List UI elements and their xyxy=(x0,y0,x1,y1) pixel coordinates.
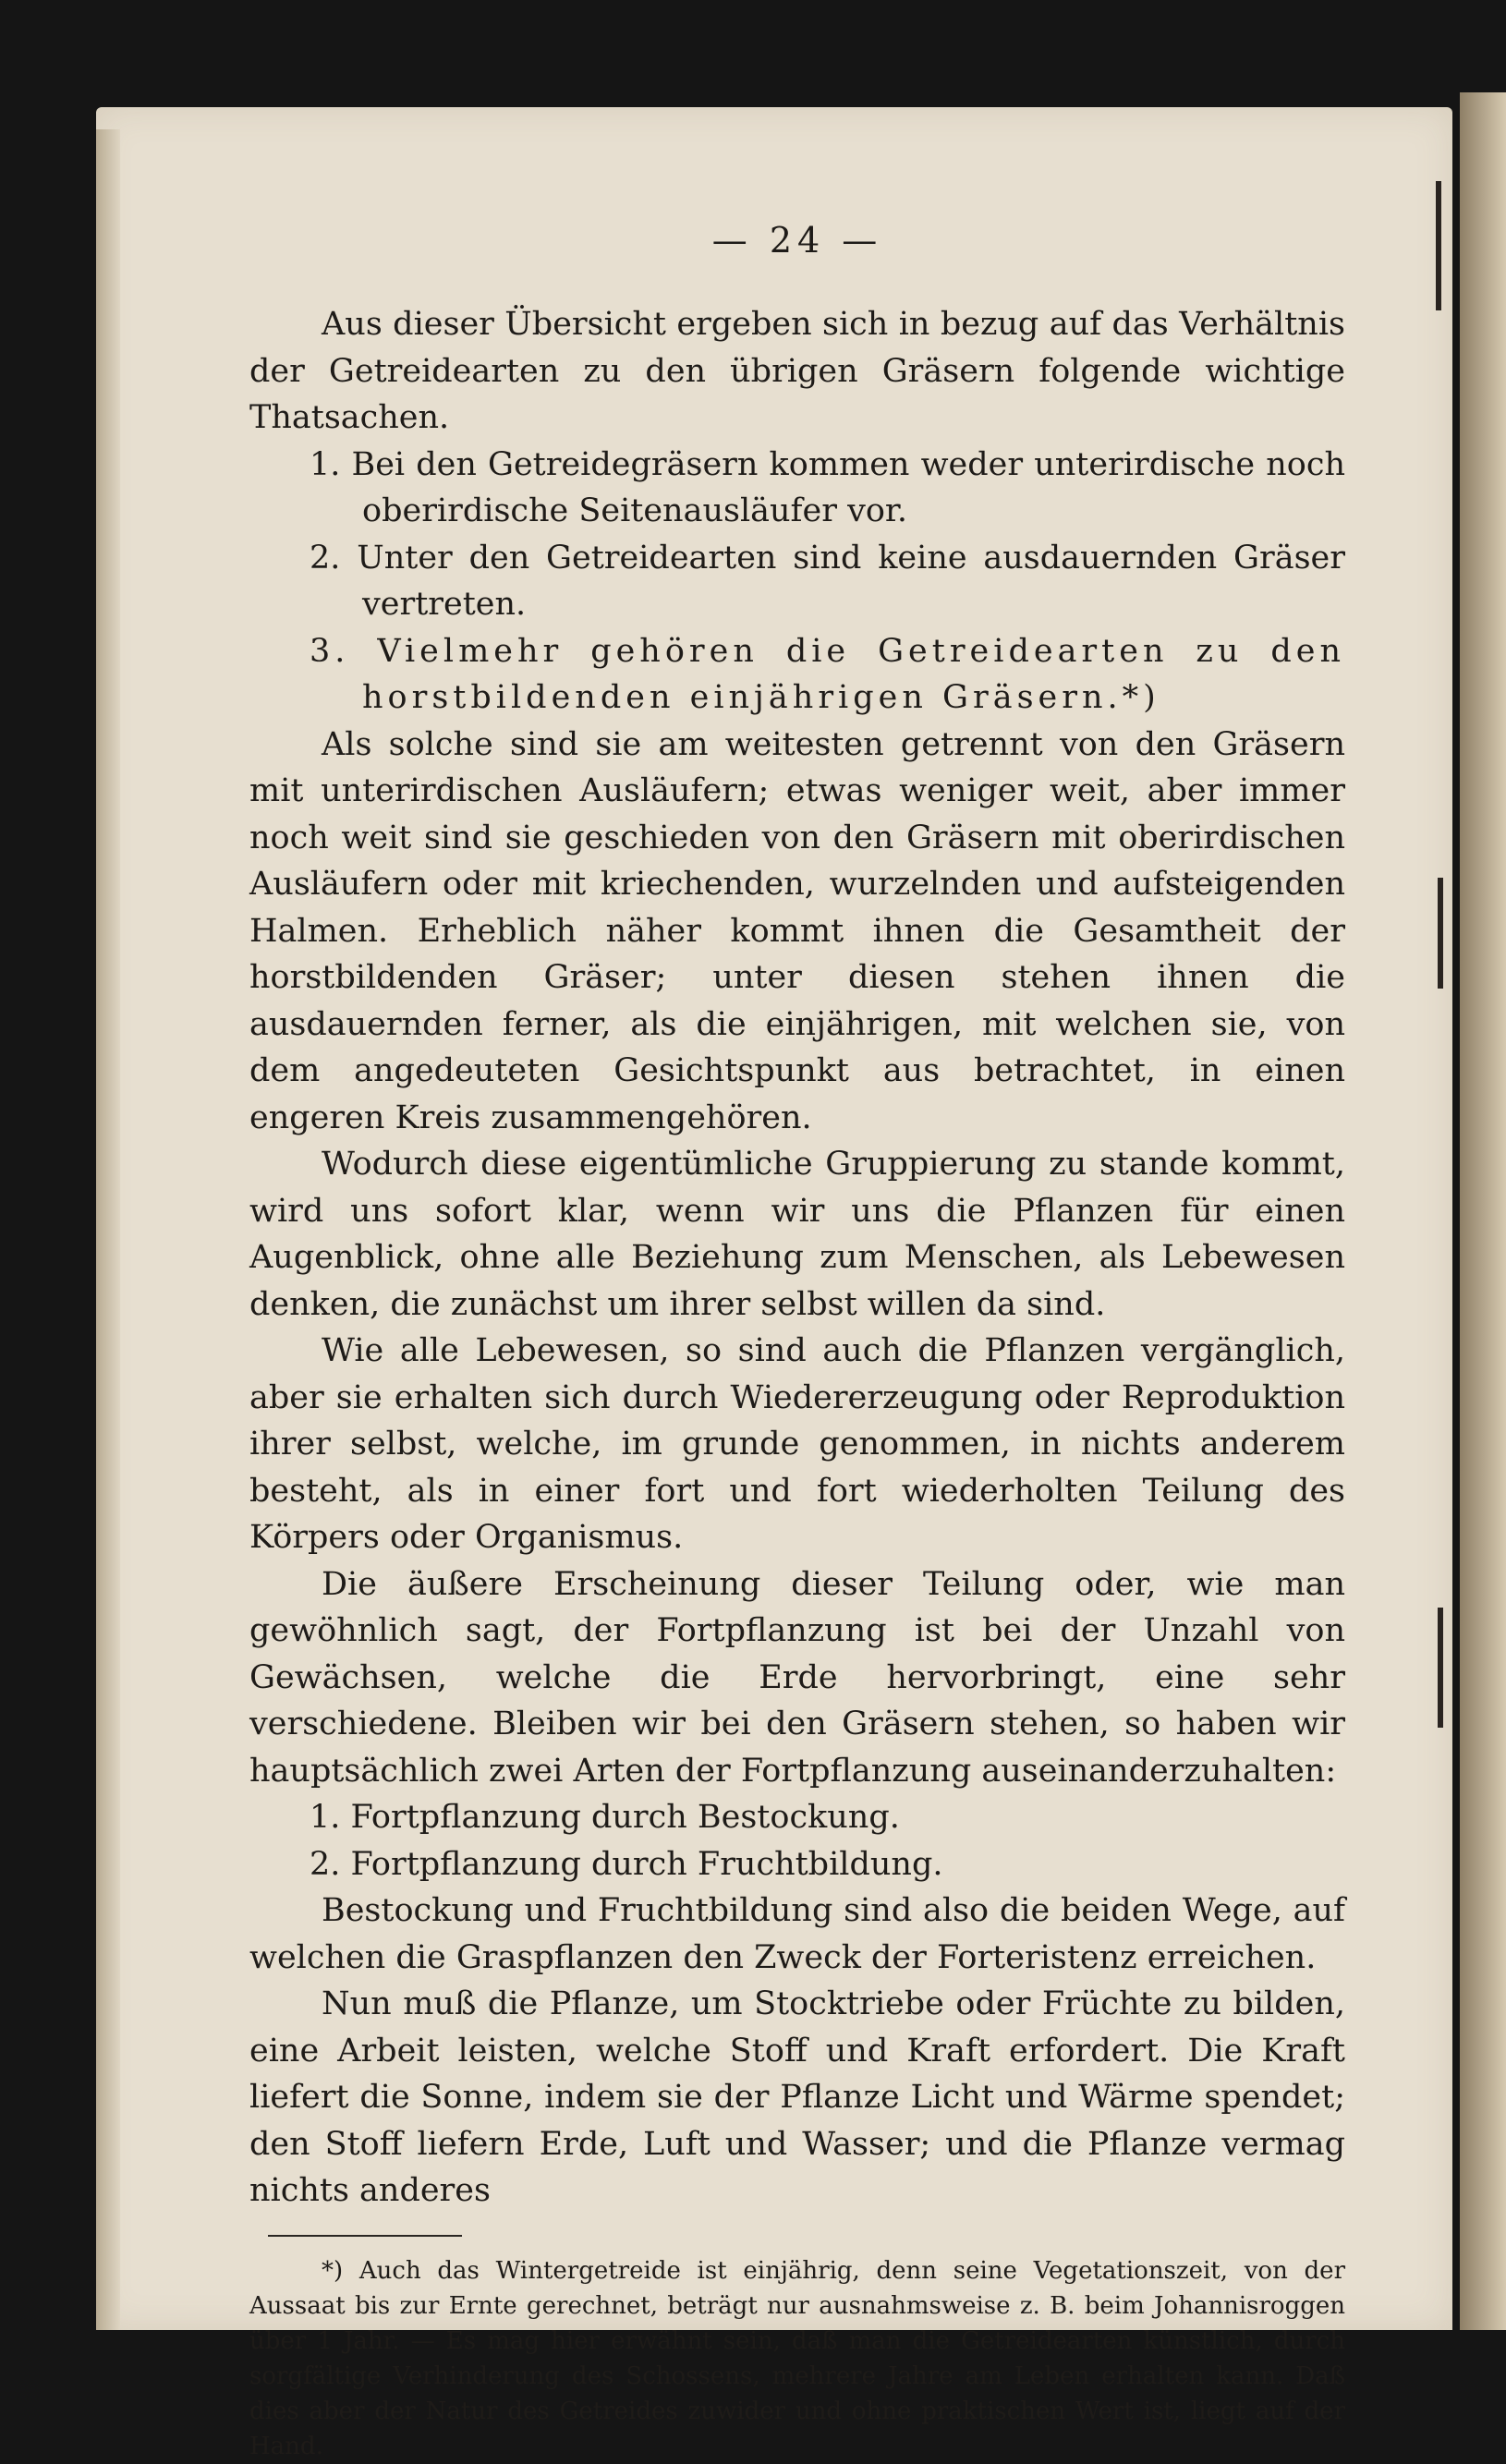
ink-bleed-mark xyxy=(1436,181,1441,310)
ink-bleed-mark xyxy=(1438,1608,1443,1728)
fact-item: 3. Vielmehr gehören die Getreidearten zu den horstbildenden einjährigen Gräsern.*) xyxy=(310,632,1345,716)
footnote-rule xyxy=(268,2235,462,2237)
intro-paragraph: Aus dieser Übersicht ergeben sich in bezug auf das Verhältnis der Getreidearten zu den übrigen Gräsern folgende wichtige Thatsachen. xyxy=(249,306,1345,436)
next-page-edge xyxy=(1460,92,1506,2330)
body-paragraph: Wodurch diese eigentümliche Gruppierung zu stande kommt, wird uns sofort klar, wenn wir uns die Pflanzen für einen Augenblick, ohne alle Beziehung zum Menschen, als Lebewesen denken, die zunächst um ihrer selbst willen da sind. xyxy=(249,1146,1345,1323)
page-number: — 24 — xyxy=(711,220,883,261)
footnote: *) Auch das Wintergetreide ist einjährig, denn seine Vegetationszeit, von der Aussaat bis zur Ernte gerechnet, beträgt nur ausnahmsweise z. B. beim Johannisroggen über 1 Jahr. — Es mag hier erwähnt sein, daß man die Getreidearten künstlich, durch sorgfältige Verhinderung des Schossens, mehrere Jahre am Leben erhalten kann. Daß dies aber der Natur des Getreides zuwider und ohne praktischen Wert ist, liegt auf der Hand. xyxy=(249,2256,1345,2460)
page-spine-edge xyxy=(96,129,120,2330)
body-paragraph: Nun muß die Pflanze, um Stocktriebe oder Früchte zu bilden, eine Arbeit leisten, welche Stoff und Kraft erfordert. Die Kraft liefert die Sonne, indem sie der Pflanze Licht und Wärme spendet; den Stoff liefern Erde, Luft und Wasser; und die Pflanze vermag nichts anderes xyxy=(249,1985,1345,2209)
body-paragraph: Wie alle Lebewesen, so sind auch die Pflanzen vergänglich, aber sie erhalten sich durch Wiedererzeugung oder Reproduktion ihrer selbst, welche, im grunde genommen, in nichts anderem besteht, als in einer fort und fort wiederholten Teilung des Körpers oder Organismus. xyxy=(249,1332,1345,1556)
body-paragraph: Als solche sind sie am weitesten getrennt von den Gräsern mit unterirdischen Ausläufern; etwas weniger weit, aber immer noch weit sind sie geschieden von den Gräsern mit oberirdischen Ausläufern oder mit kriechenden, wurzelnden und aufsteigenden Halmen. Erheblich näher kommt ihnen die Gesamtheit der horstbildenden Gräser; unter diesen stehen ihnen die ausdauernden ferner, als die einjährigen, mit welchen sie, von dem angedeuteten Gesichtspunkt aus betrachtet, in einen engeren Kreis zusammengehören. xyxy=(249,725,1345,1136)
method-item: 2. Fortpflanzung durch Fruchtbildung. xyxy=(310,1845,943,1883)
page-text xyxy=(249,220,1345,2464)
method-item: 1. Fortpflanzung durch Bestockung. xyxy=(310,1799,900,1836)
body-paragraph: Bestockung und Fruchtbildung sind also die beiden Wege, auf welchen die Graspflanzen den Zweck der Forteristenz erreichen. xyxy=(249,1892,1345,1976)
fact-item: 1. Bei den Getreidegräsern kommen weder unterirdische noch oberirdische Seitenausläufer vor. xyxy=(310,445,1345,529)
body-paragraph: Die äußere Erscheinung dieser Teilung oder, wie man gewöhnlich sagt, der Fortpflanzung ist bei der Unzahl von Gewächsen, welche die Erde hervorbringt, eine sehr verschiedene. Bleiben wir bei den Gräsern stehen, so haben wir hauptsächlich zwei Arten der Fortpflanzung auseinanderzuhalten: xyxy=(249,1565,1345,1790)
fact-item: 2. Unter den Getreidearten sind keine ausdauernden Gräser vertreten. xyxy=(310,539,1345,623)
ink-bleed-mark xyxy=(1438,878,1443,989)
